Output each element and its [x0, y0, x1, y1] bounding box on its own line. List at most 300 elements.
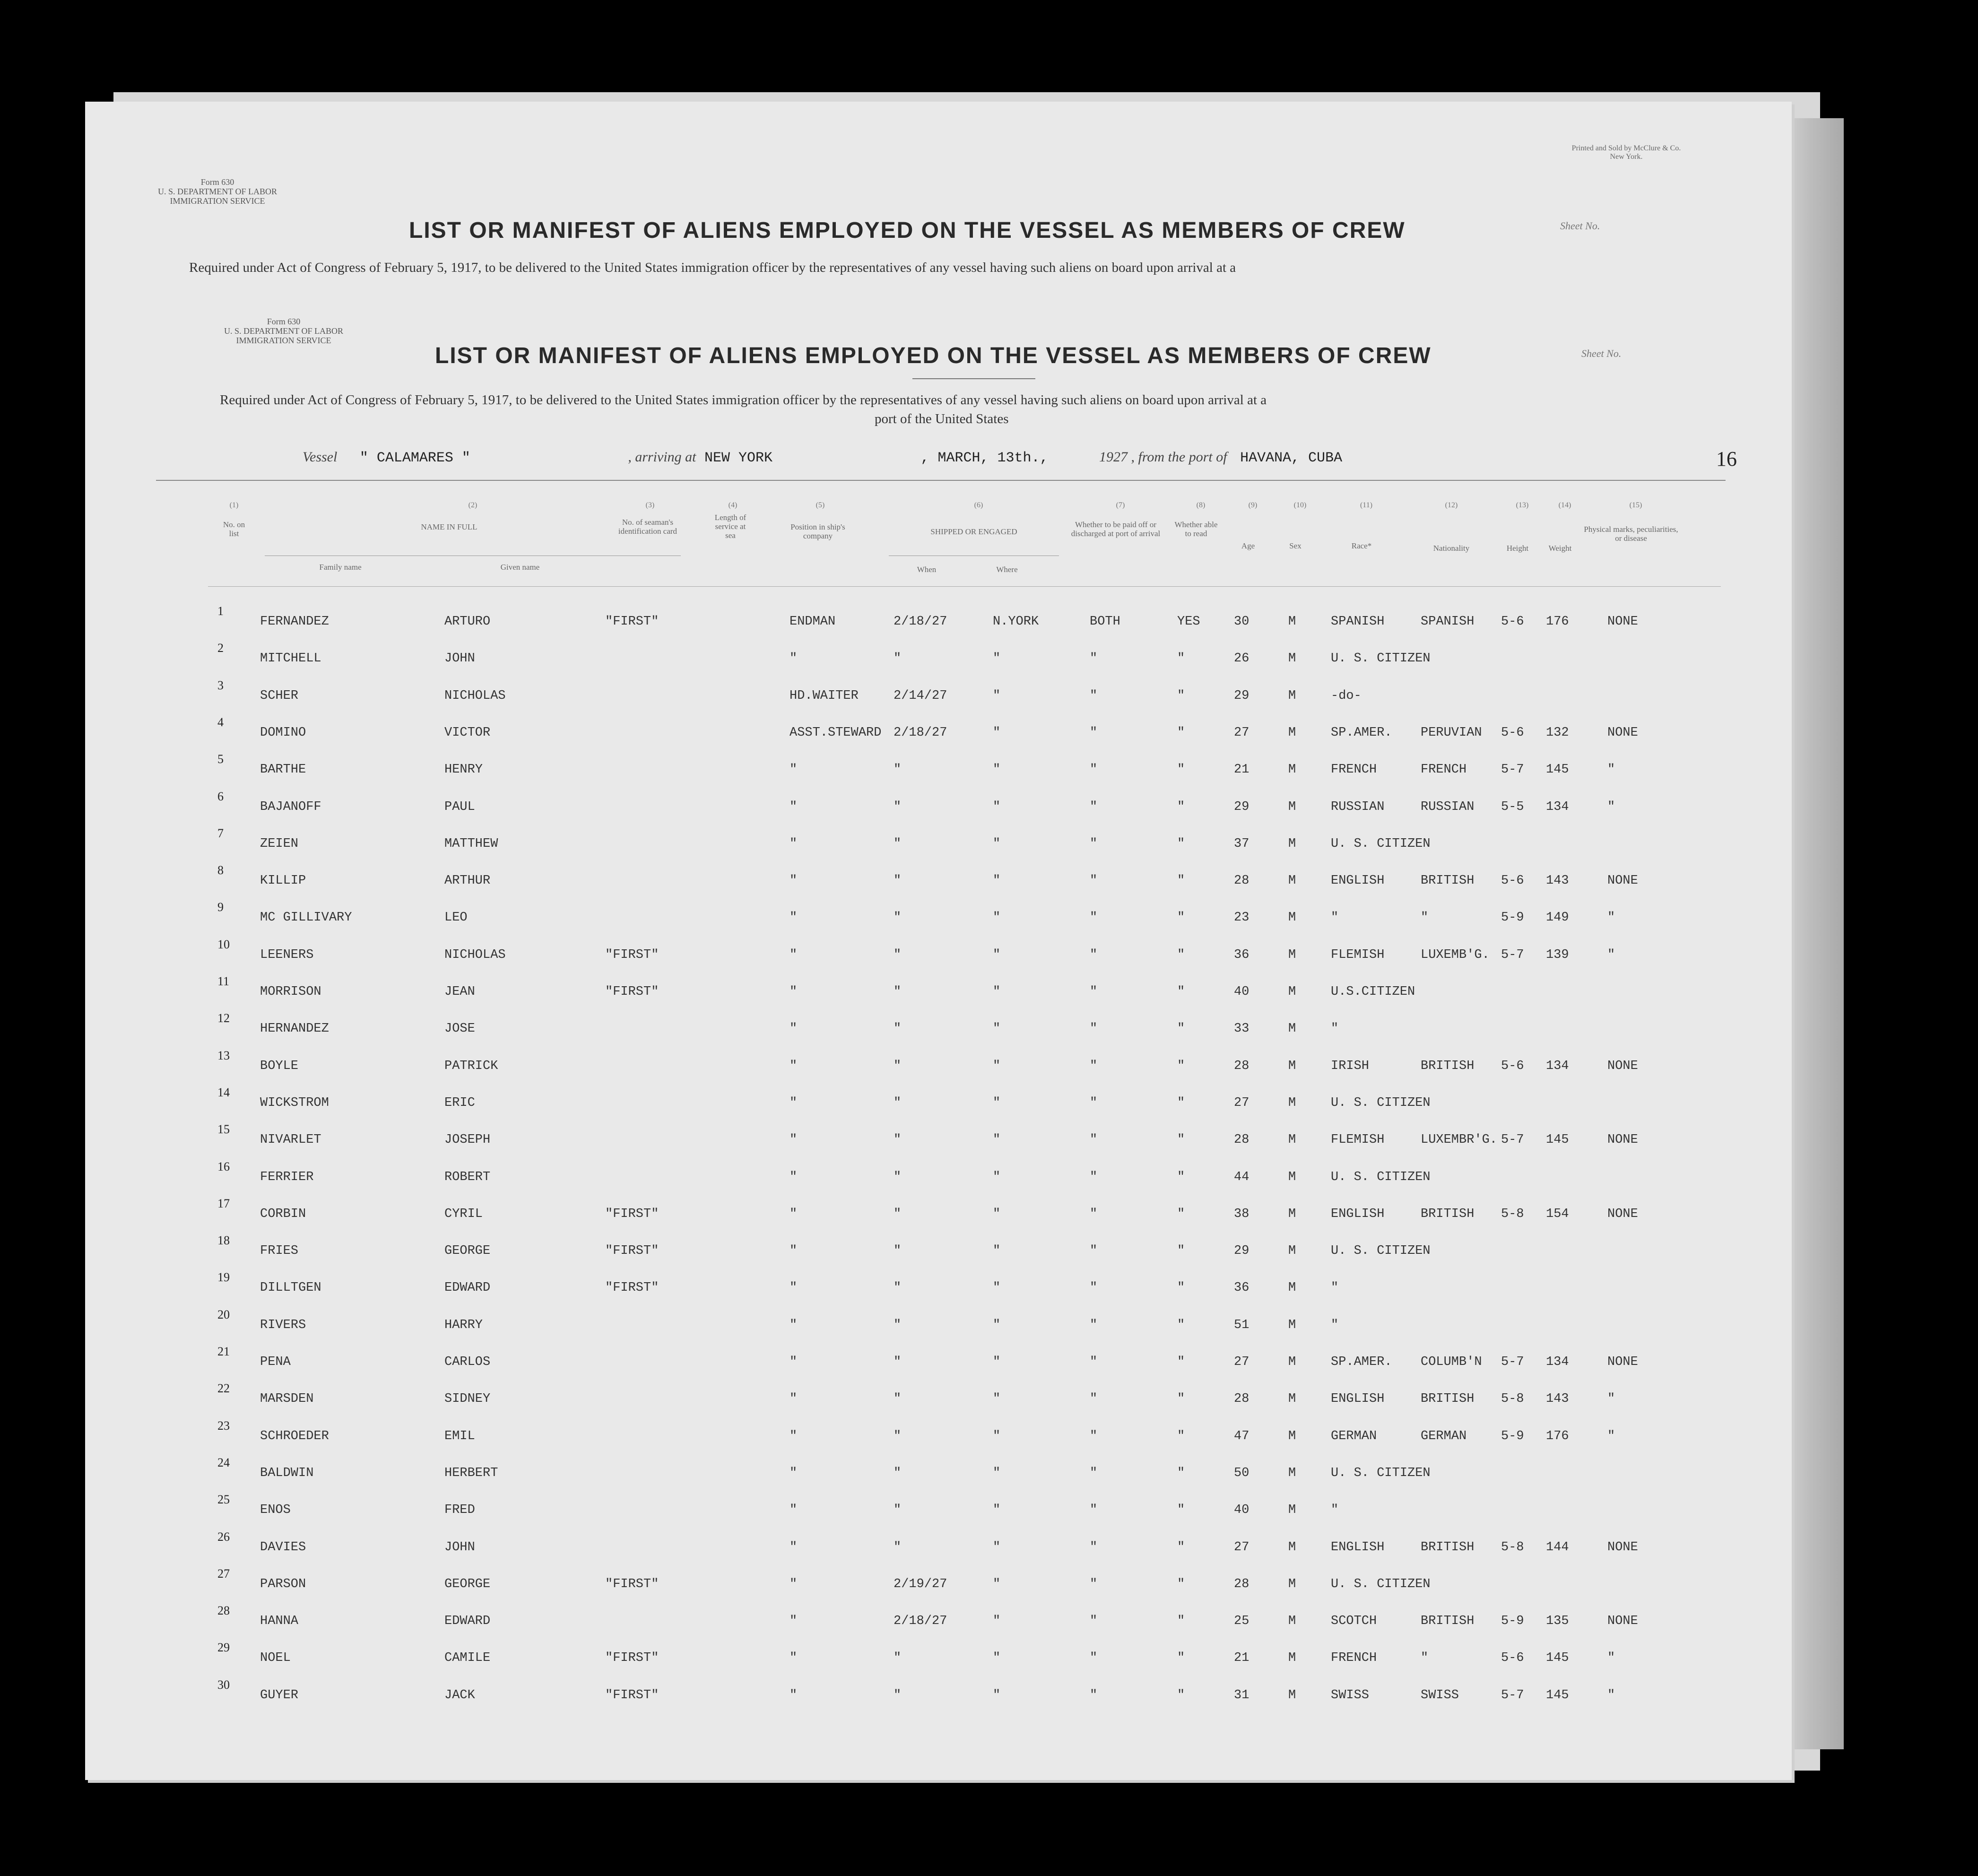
cell-sex: M [1288, 1059, 1296, 1073]
cell-race: U. S. CITIZEN [1331, 1096, 1431, 1110]
cell-where: " [993, 726, 1001, 740]
cell-sex: M [1288, 911, 1296, 925]
cell-height: 5-8 [1501, 1207, 1524, 1221]
cell-position: " [789, 1281, 798, 1295]
cell-age: 27 [1234, 726, 1249, 740]
cell-where: " [993, 1688, 1001, 1702]
cell-position: " [789, 1022, 798, 1036]
cell-nationality: LUXEMB'G. [1421, 948, 1490, 962]
cell-weight: 176 [1546, 615, 1569, 629]
cell-where: " [993, 651, 1001, 666]
cell-age: 28 [1234, 1059, 1249, 1073]
cell-when: " [894, 1540, 902, 1555]
cell-family: LEENERS [260, 948, 314, 962]
cell-read: " [1177, 1281, 1185, 1295]
cell-position: " [789, 874, 798, 888]
cell-marks: " [1607, 800, 1615, 814]
cell-race: SPANISH [1331, 615, 1385, 629]
cell-nationality: GERMAN [1421, 1429, 1467, 1443]
printer-line: Printed and Sold by McClure & Co. [1571, 144, 1681, 152]
cell-given: ERIC [444, 1096, 475, 1110]
cell-race: " [1331, 1281, 1339, 1295]
cell-position: " [789, 911, 798, 925]
cell-given: JOSEPH [444, 1133, 491, 1147]
cell-when: " [894, 800, 902, 814]
cell-height: 5-7 [1501, 1355, 1524, 1369]
cell-where: " [993, 1059, 1001, 1073]
cell-race: FLEMISH [1331, 948, 1385, 962]
cell-sex: M [1288, 1429, 1296, 1443]
cell-read: " [1177, 651, 1185, 666]
cell-card: "FIRST" [605, 615, 659, 629]
cell-read: " [1177, 1133, 1185, 1147]
cell-height: 5-9 [1501, 1614, 1524, 1628]
cell-read: " [1177, 948, 1185, 962]
cell-read: " [1177, 1540, 1185, 1555]
cell-sex: M [1288, 1281, 1296, 1295]
cell-weight: 139 [1546, 948, 1569, 962]
cell-nationality: BRITISH [1421, 874, 1475, 888]
cell-height: 5-7 [1501, 948, 1524, 962]
cell-family: BALDWIN [260, 1466, 314, 1480]
cell-family: MARSDEN [260, 1392, 314, 1406]
col-nationality-header: Nationality [1433, 544, 1470, 553]
cell-given: GEORGE [444, 1577, 491, 1591]
cell-given: HARRY [444, 1318, 483, 1332]
cell-race: " [1331, 911, 1339, 925]
cell-age: 44 [1234, 1170, 1249, 1184]
form-number: Form 630 [200, 177, 234, 187]
cell-sex: M [1288, 1614, 1296, 1628]
header-bottom-rule [208, 586, 1721, 587]
cell-paid: " [1090, 651, 1098, 666]
cell-read: " [1177, 726, 1185, 740]
cell-given: NICHOLAS [444, 689, 506, 703]
vessel-line [303, 449, 1342, 466]
cell-given: NICHOLAS [444, 948, 506, 962]
cell-marks: " [1607, 1429, 1615, 1443]
cell-height: 5-9 [1501, 911, 1524, 925]
cell-age: 27 [1234, 1355, 1249, 1369]
cell-where: " [993, 1355, 1001, 1369]
row-number: 2 [217, 641, 224, 655]
cell-when: 2/18/27 [894, 1614, 947, 1628]
cell-read: " [1177, 1170, 1185, 1184]
cell-when: 2/14/27 [894, 689, 947, 703]
cell-when: " [894, 1170, 902, 1184]
cell-where: " [993, 763, 1001, 777]
row-number: 16 [217, 1160, 230, 1173]
column-number: (9) [1248, 501, 1258, 509]
cell-age: 28 [1234, 874, 1249, 888]
cell-race: U. S. CITIZEN [1331, 1170, 1431, 1184]
cell-age: 28 [1234, 1392, 1249, 1406]
cell-sex: M [1288, 874, 1296, 888]
cell-where: " [993, 1540, 1001, 1555]
cell-family: MITCHELL [260, 651, 321, 666]
cell-where: " [993, 1318, 1001, 1332]
row-number: 11 [217, 974, 230, 988]
cell-where: " [993, 800, 1001, 814]
cell-height: 5-7 [1501, 1133, 1524, 1147]
cell-sex: M [1288, 1244, 1296, 1258]
arriving-label: , arriving at [628, 449, 696, 465]
cell-sex: M [1288, 726, 1296, 740]
row-number: 17 [217, 1197, 230, 1210]
cell-where: " [993, 1466, 1001, 1480]
column-number: (2) [468, 501, 477, 509]
cell-where: " [993, 689, 1001, 703]
cell-given: PAUL [444, 800, 475, 814]
cell-sex: M [1288, 1688, 1296, 1702]
cell-race: U. S. CITIZEN [1331, 651, 1431, 666]
cell-read: " [1177, 1207, 1185, 1221]
cell-read: " [1177, 1022, 1185, 1036]
cell-age: 26 [1234, 651, 1249, 666]
cell-when: " [894, 1466, 902, 1480]
cell-given: LEO [444, 911, 468, 925]
cell-marks: NONE [1607, 1614, 1638, 1628]
cell-position: " [789, 1688, 798, 1702]
cell-paid: " [1090, 985, 1098, 999]
cell-age: 27 [1234, 1096, 1249, 1110]
cell-marks: NONE [1607, 1133, 1638, 1147]
cell-when: " [894, 1392, 902, 1406]
from-label: , from the port of [1131, 449, 1227, 465]
service-label: IMMIGRATION SERVICE [170, 196, 265, 206]
cell-marks: NONE [1607, 1355, 1638, 1369]
cell-family: ZEIEN [260, 837, 299, 851]
cell-sex: M [1288, 837, 1296, 851]
cell-nationality: BRITISH [1421, 1059, 1475, 1073]
cell-marks: " [1607, 948, 1615, 962]
cell-given: SIDNEY [444, 1392, 491, 1406]
cell-height: 5-7 [1501, 763, 1524, 777]
cell-height: 5-6 [1501, 726, 1524, 740]
cell-sex: M [1288, 763, 1296, 777]
cell-where: " [993, 1281, 1001, 1295]
cell-paid: " [1090, 726, 1098, 740]
cell-given: HENRY [444, 763, 483, 777]
cell-paid: " [1090, 1429, 1098, 1443]
vessel-label: Vessel [303, 449, 338, 465]
column-number: (8) [1196, 501, 1206, 509]
cell-card: "FIRST" [605, 1651, 659, 1665]
cell-nationality: " [1421, 911, 1429, 925]
cell-where: " [993, 1614, 1001, 1628]
column-number: (3) [645, 501, 655, 509]
cell-position: " [789, 1614, 798, 1628]
cell-when: " [894, 911, 902, 925]
row-number: 20 [217, 1308, 230, 1321]
cell-paid: BOTH [1090, 615, 1120, 629]
cell-race: FRENCH [1331, 763, 1377, 777]
cell-age: 27 [1234, 1540, 1249, 1555]
cell-height: 5-9 [1501, 1429, 1524, 1443]
cell-position: " [789, 1355, 798, 1369]
cell-sex: M [1288, 1318, 1296, 1332]
row-number: 14 [217, 1086, 230, 1099]
cell-paid: " [1090, 763, 1098, 777]
cell-card: "FIRST" [605, 1244, 659, 1258]
cell-position: " [789, 800, 798, 814]
cell-position: " [789, 837, 798, 851]
cell-nationality: LUXEMBR'G. [1421, 1133, 1498, 1147]
cell-age: 29 [1234, 1244, 1249, 1258]
cell-race: ENGLISH [1331, 1540, 1385, 1555]
cell-read: " [1177, 1355, 1185, 1369]
cell-paid: " [1090, 1170, 1098, 1184]
cell-height: 5-6 [1501, 874, 1524, 888]
cell-paid: " [1090, 1207, 1098, 1221]
cell-sex: M [1288, 800, 1296, 814]
cell-position: " [789, 1392, 798, 1406]
row-number: 3 [217, 678, 224, 692]
cell-given: CYRIL [444, 1207, 483, 1221]
column-number: (14) [1558, 501, 1571, 509]
cell-paid: " [1090, 1355, 1098, 1369]
col-paid-header: Whether to be paid off or discharged at port of arrival [1071, 520, 1161, 538]
cell-sex: M [1288, 1540, 1296, 1555]
cell-given: JACK [444, 1688, 475, 1702]
cell-where: " [993, 1170, 1001, 1184]
cell-when: " [894, 1207, 902, 1221]
col-position-header: Position in ship's company [790, 522, 845, 540]
cell-marks: " [1607, 1688, 1615, 1702]
cell-where: " [993, 1207, 1001, 1221]
cell-age: 50 [1234, 1466, 1249, 1480]
cell-paid: " [1090, 1392, 1098, 1406]
cell-where: " [993, 1429, 1001, 1443]
cell-paid: " [1090, 800, 1098, 814]
cell-when: " [894, 1651, 902, 1665]
cell-sex: M [1288, 1207, 1296, 1221]
cell-family: BARTHE [260, 763, 306, 777]
column-number: (6) [974, 501, 983, 509]
cell-race: SP.AMER. [1331, 726, 1392, 740]
cell-read: YES [1177, 615, 1200, 629]
form-subtitle-main: Required under Act of Congress of February 5, 1917, to be delivered to the United States immigration officer by the representatives of any vessel having such aliens on board upon arrival at a [220, 392, 1267, 408]
cell-sex: M [1288, 1133, 1296, 1147]
cell-when: " [894, 874, 902, 888]
row-number: 6 [217, 790, 224, 803]
cell-paid: " [1090, 1318, 1098, 1332]
cell-when: " [894, 837, 902, 851]
cell-age: 37 [1234, 837, 1249, 851]
cell-sex: M [1288, 1577, 1296, 1591]
row-number: 4 [217, 715, 224, 729]
cell-sex: M [1288, 1466, 1296, 1480]
cell-age: 30 [1234, 615, 1249, 629]
cell-race: " [1331, 1022, 1339, 1036]
sheet-label-main: Sheet No. [1581, 347, 1622, 359]
cell-when: " [894, 1244, 902, 1258]
printer-city: New York. [1610, 153, 1643, 161]
cell-age: 25 [1234, 1614, 1249, 1628]
cell-paid: " [1090, 1281, 1098, 1295]
column-number: (13) [1516, 501, 1529, 509]
cell-read: " [1177, 1096, 1185, 1110]
cell-given: JOHN [444, 1540, 475, 1555]
cell-position: " [789, 1170, 798, 1184]
sheet-label-top: Sheet No. [1560, 220, 1600, 232]
cell-read: " [1177, 1503, 1185, 1517]
cell-weight: 143 [1546, 1392, 1569, 1406]
cell-age: 40 [1234, 1503, 1249, 1517]
cell-when: " [894, 1096, 902, 1110]
column-number: (15) [1629, 501, 1642, 509]
cell-family: FERRIER [260, 1170, 314, 1184]
cell-marks: " [1607, 911, 1615, 925]
cell-age: 29 [1234, 689, 1249, 703]
cell-family: SCHER [260, 689, 299, 703]
col-no-header: No. on list [223, 520, 245, 538]
cell-family: RIVERS [260, 1318, 306, 1332]
form-id-main [213, 317, 355, 345]
cell-nationality: COLUMB'N [1421, 1355, 1482, 1369]
cell-weight: 144 [1546, 1540, 1569, 1555]
cell-age: 23 [1234, 911, 1249, 925]
cell-card: "FIRST" [605, 1281, 659, 1295]
cell-family: MC GILLIVARY [260, 911, 352, 925]
cell-weight: 176 [1546, 1429, 1569, 1443]
row-number: 13 [217, 1049, 230, 1062]
cell-sex: M [1288, 1392, 1296, 1406]
cell-read: " [1177, 689, 1185, 703]
row-number: 25 [217, 1493, 230, 1506]
department-label: U. S. DEPARTMENT OF LABOR [224, 326, 343, 336]
cell-weight: 135 [1546, 1614, 1569, 1628]
cell-race: SWISS [1331, 1688, 1370, 1702]
cell-family: DAVIES [260, 1540, 306, 1555]
cell-family: FRIES [260, 1244, 299, 1258]
col-given-header: Given name [500, 563, 540, 572]
cell-race: " [1331, 1503, 1339, 1517]
column-number: (12) [1445, 501, 1458, 509]
arrival-date: , MARCH, 13th., [920, 450, 1049, 466]
department-label: U. S. DEPARTMENT OF LABOR [158, 187, 277, 196]
cell-race: U. S. CITIZEN [1331, 1244, 1431, 1258]
cell-position: " [789, 1503, 798, 1517]
cell-family: HANNA [260, 1614, 299, 1628]
cell-family: SCHROEDER [260, 1429, 329, 1443]
cell-race: SCOTCH [1331, 1614, 1377, 1628]
cell-sex: M [1288, 1096, 1296, 1110]
cell-position: " [789, 1651, 798, 1665]
col-weight-header: Weight [1548, 544, 1572, 553]
cell-read: " [1177, 1614, 1185, 1628]
column-number: (1) [229, 501, 239, 509]
row-number: 29 [217, 1641, 230, 1654]
cell-position: " [789, 1540, 798, 1555]
cell-family: HERNANDEZ [260, 1022, 329, 1036]
cell-given: HERBERT [444, 1466, 498, 1480]
cell-family: CORBIN [260, 1207, 306, 1221]
cell-height: 5-8 [1501, 1392, 1524, 1406]
cell-sex: M [1288, 1355, 1296, 1369]
printer-note [1551, 144, 1702, 161]
cell-card: "FIRST" [605, 985, 659, 999]
cell-paid: " [1090, 1614, 1098, 1628]
cell-nationality: BRITISH [1421, 1392, 1475, 1406]
cell-marks: " [1607, 1651, 1615, 1665]
manifest-page [85, 102, 1792, 1780]
column-number: (11) [1360, 501, 1373, 509]
cell-marks: NONE [1607, 1059, 1638, 1073]
cell-race: ENGLISH [1331, 1207, 1385, 1221]
cell-card: "FIRST" [605, 1577, 659, 1591]
row-number: 19 [217, 1270, 230, 1284]
col-age-header: Age [1241, 541, 1255, 550]
col-where-header: Where [996, 565, 1018, 574]
cell-given: VICTOR [444, 726, 491, 740]
cell-given: FRED [444, 1503, 475, 1517]
col-sex-header: Sex [1289, 541, 1301, 550]
cell-where: " [993, 1133, 1001, 1147]
cell-where: " [993, 1392, 1001, 1406]
cell-height: 5-6 [1501, 1059, 1524, 1073]
arrival-port: NEW YORK [704, 450, 773, 466]
cell-given: CAMILE [444, 1651, 491, 1665]
cell-given: PATRICK [444, 1059, 498, 1073]
cell-read: " [1177, 800, 1185, 814]
cell-family: MORRISON [260, 985, 321, 999]
cell-race: -do- [1331, 689, 1362, 703]
cell-position: " [789, 1059, 798, 1073]
cell-given: ARTHUR [444, 874, 491, 888]
cell-family: BOYLE [260, 1059, 299, 1073]
cell-given: JOHN [444, 651, 475, 666]
cell-paid: " [1090, 1651, 1098, 1665]
row-number: 27 [217, 1567, 230, 1581]
cell-where: " [993, 837, 1001, 851]
departure-port: HAVANA, CUBA [1240, 450, 1343, 466]
cell-marks: NONE [1607, 615, 1638, 629]
cell-given: GEORGE [444, 1244, 491, 1258]
cell-where: " [993, 1022, 1001, 1036]
cell-weight: 143 [1546, 874, 1569, 888]
cell-nationality: FRENCH [1421, 763, 1467, 777]
cell-height: 5-7 [1501, 1688, 1524, 1702]
cell-position: " [789, 1096, 798, 1110]
cell-weight: 132 [1546, 726, 1569, 740]
row-number: 26 [217, 1530, 230, 1544]
column-number: (10) [1293, 501, 1307, 509]
cell-read: " [1177, 1059, 1185, 1073]
cell-race: FLEMISH [1331, 1133, 1385, 1147]
row-number: 5 [217, 752, 224, 766]
cell-position: " [789, 651, 798, 666]
cell-height: 5-5 [1501, 800, 1524, 814]
cell-read: " [1177, 985, 1185, 999]
vessel-name: " CALAMARES " [359, 450, 470, 466]
cell-weight: 145 [1546, 1133, 1569, 1147]
cell-nationality: SWISS [1421, 1688, 1459, 1702]
cell-sex: M [1288, 1170, 1296, 1184]
cell-paid: " [1090, 1577, 1098, 1591]
cell-sex: M [1288, 1022, 1296, 1036]
cell-weight: 134 [1546, 800, 1569, 814]
cell-when: " [894, 1355, 902, 1369]
cell-position: HD.WAITER [789, 689, 859, 703]
row-number: 24 [217, 1456, 230, 1469]
cell-when: " [894, 1022, 902, 1036]
cell-age: 28 [1234, 1133, 1249, 1147]
cell-position: ASST.STEWARD [789, 726, 882, 740]
cell-age: 51 [1234, 1318, 1249, 1332]
cell-race: " [1331, 1318, 1339, 1332]
cell-given: EDWARD [444, 1614, 491, 1628]
